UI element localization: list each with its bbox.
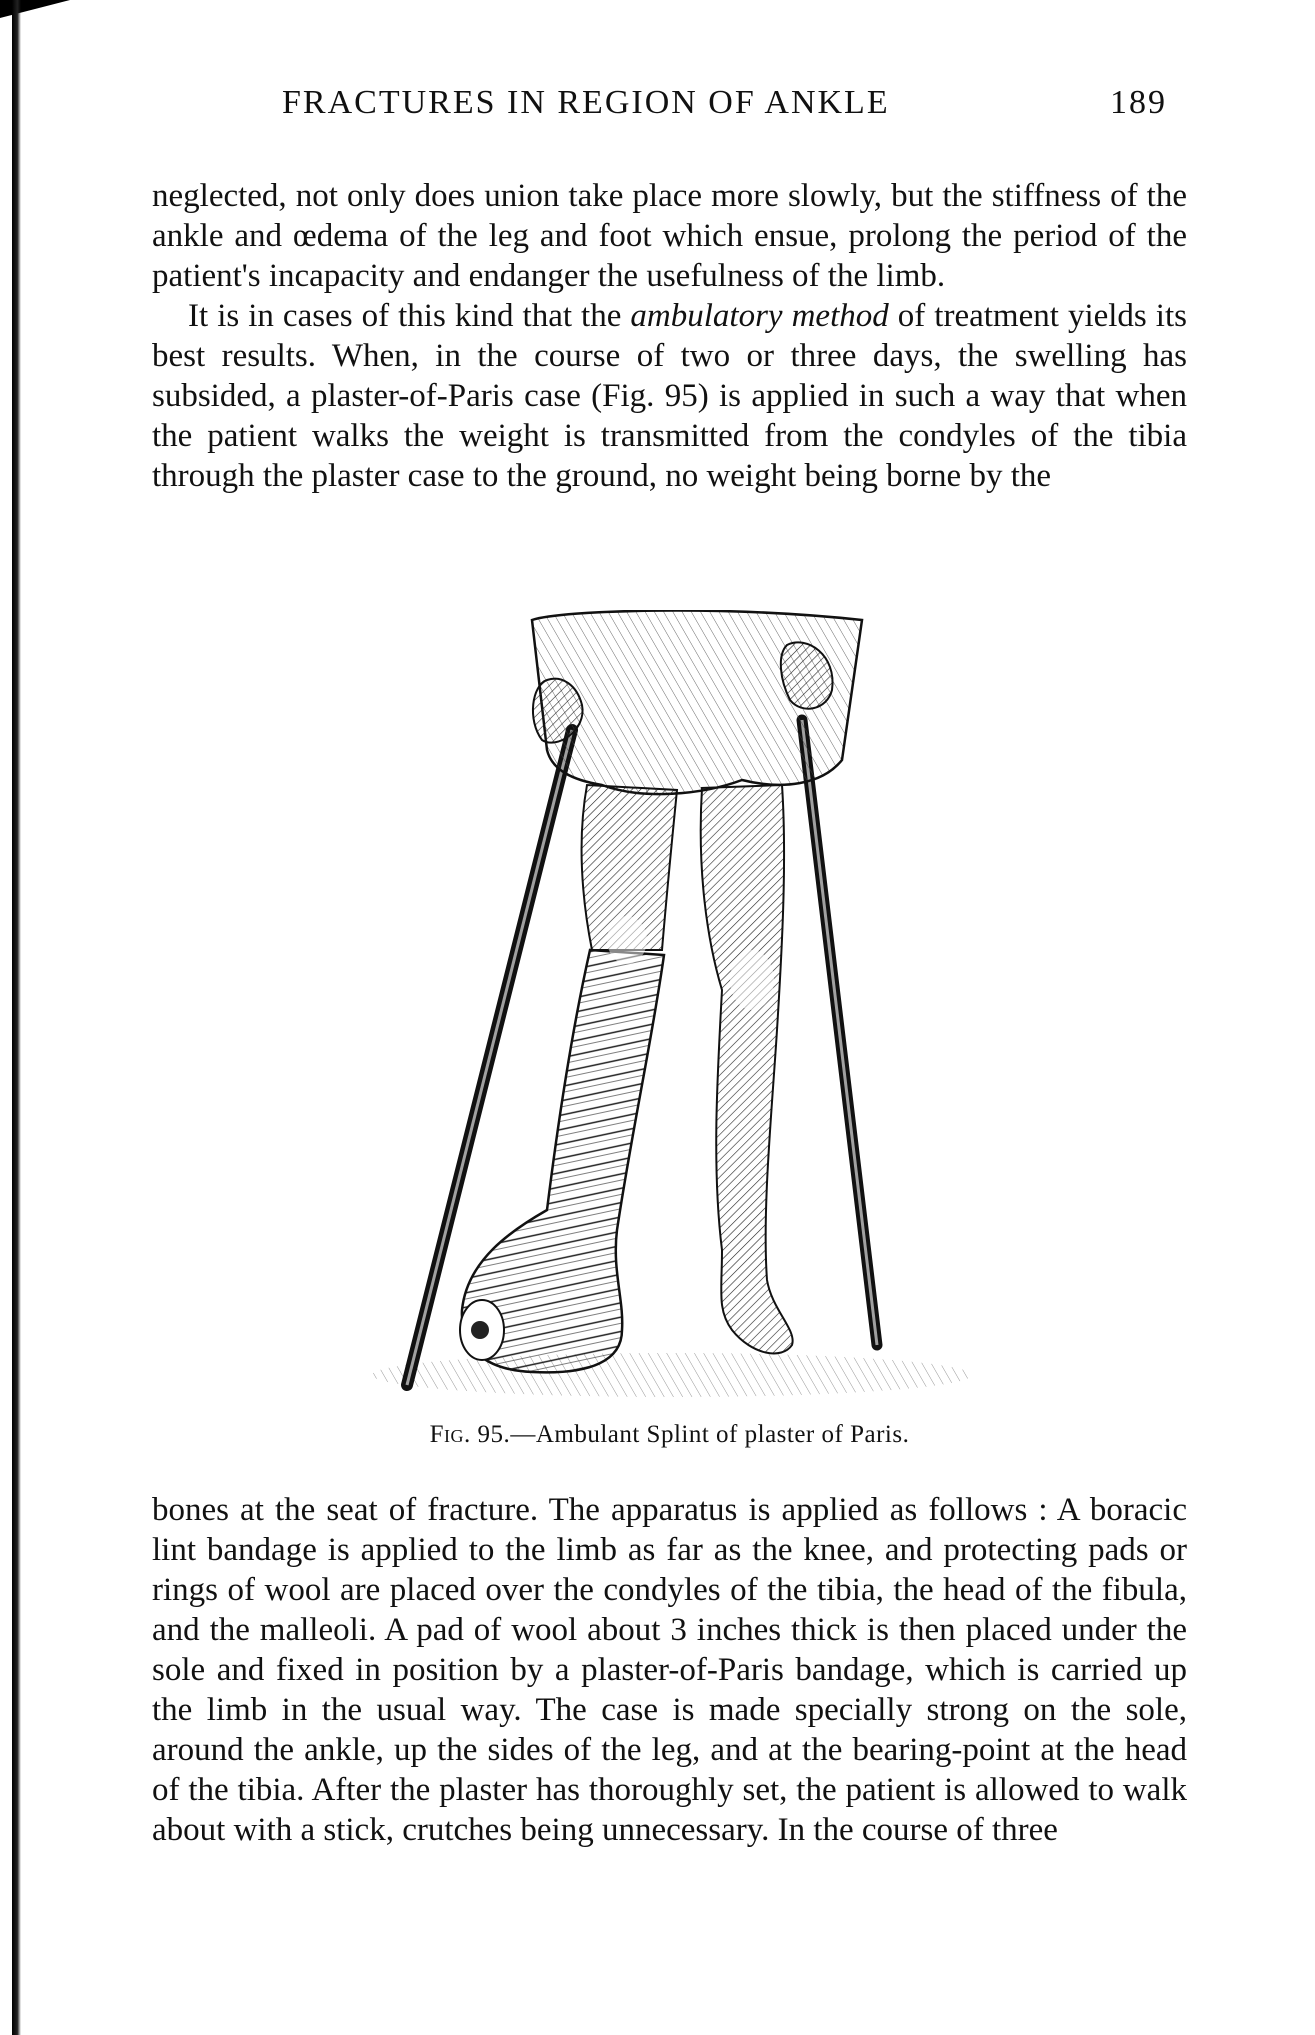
ambulant-splint-engraving: [302, 610, 1002, 1410]
paragraph-2-emphasis: ambulatory method: [630, 298, 889, 334]
running-head: [152, 84, 1187, 134]
paragraph-2-rest: of treatment yields its best results. When, in the course of two or three days, the swelling has subsided, a plaster-of-Paris case (Fig. 95) is applied in such a way that when the patient walks the weight is transmitted from the condyles of the tibia through the plaster case to the ground, no weight being borne by the: [152, 298, 1187, 494]
figure-95-illustration: [302, 610, 1002, 1410]
ground-shadow: [372, 1353, 972, 1397]
text-block-bottom: [152, 1490, 1187, 1850]
paragraph-2-lead: It is in cases of this kind that the: [188, 298, 631, 334]
running-head-title: FRACTURES IN REGION OF ANKLE: [282, 84, 890, 121]
paragraph-2: [152, 296, 1187, 496]
paragraph-3: bones at the seat of fracture. The apparatus is applied as follows : A boracic lint bandage is applied to the limb as far as the knee, and protecting pads or rings of wool are placed over the condyles of the tibia, the head of the fibula, and the malleoli. A pad of wool about 3 inches thick is then placed under the sole and fixed in position by a plaster-of-Paris bandage, which is carried up the limb in the usual way. The case is made specially strong on the sole, around the ankle, up the sides of the leg, and at the bearing-point at the head of the tibia. After the plaster has thoroughly set, the patient is allowed to walk about with a stick, crutches being unnecessary. In the course of three: [152, 1492, 1187, 1848]
figure-caption-text: —Ambulant Splint of plaster of Paris.: [510, 1421, 910, 1448]
text-block-top: [152, 176, 1187, 496]
figure-label: Fig. 95.: [429, 1421, 511, 1448]
scan-corner-mark: [0, 0, 70, 18]
figure-caption: [152, 1421, 1187, 1449]
right-leg: [701, 785, 793, 1353]
page-number: 189: [1110, 84, 1167, 121]
binding-edge-shadow: [12, 0, 21, 2035]
paragraph-1: neglected, not only does union take place more slowly, but the stiffness of the ankle and œdema of the leg and foot which ensue, prolong the period of the patient's incapacity and endanger the usefulness of the limb.: [152, 178, 1187, 294]
